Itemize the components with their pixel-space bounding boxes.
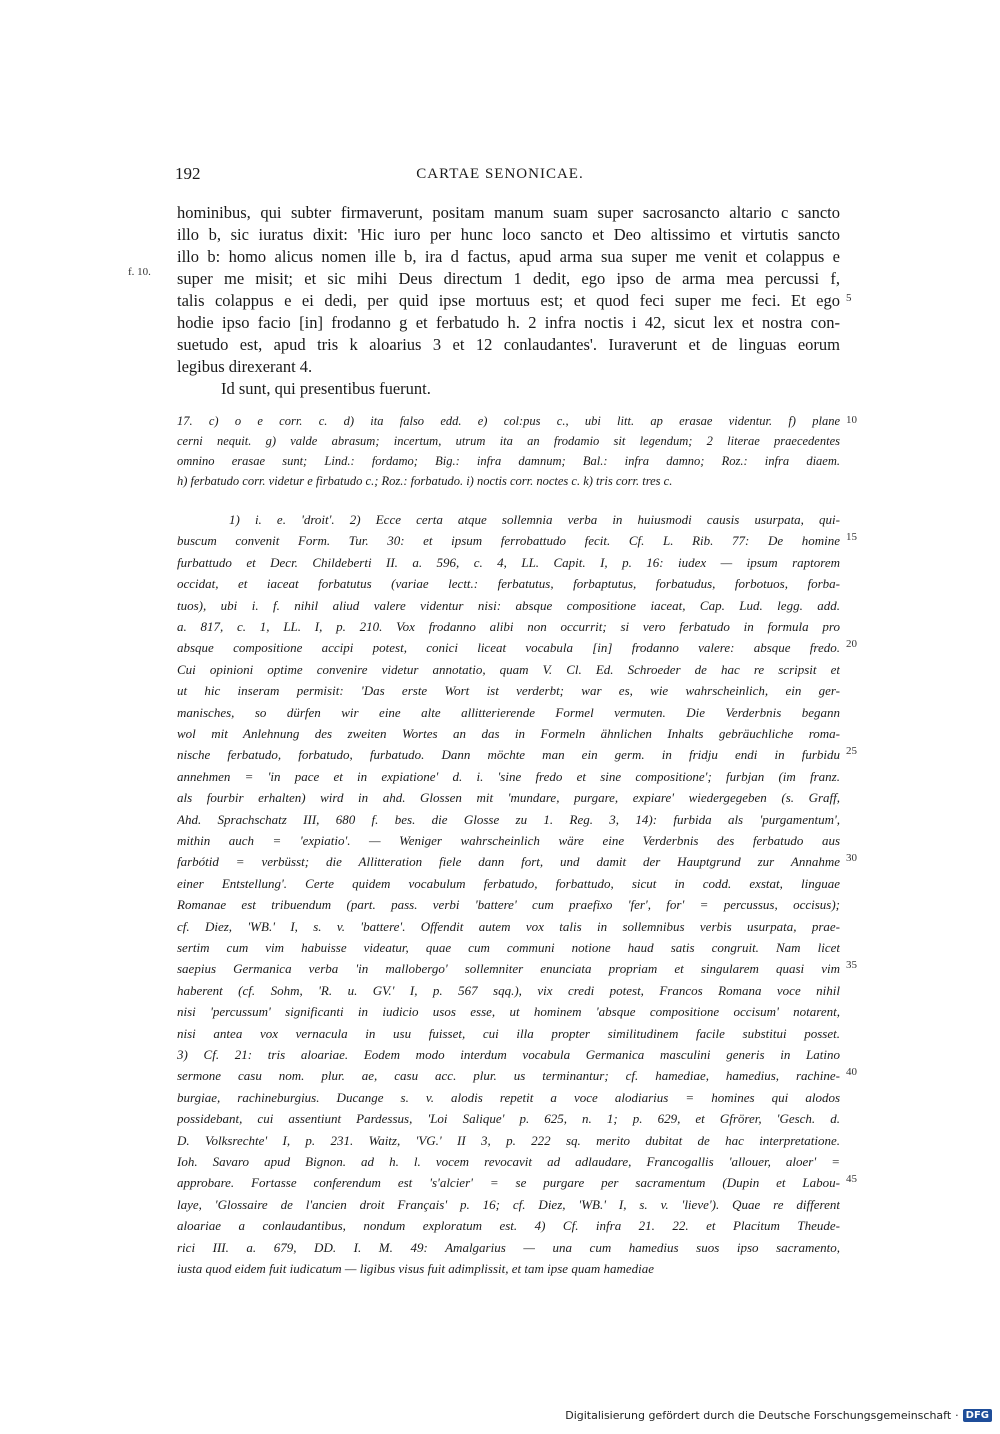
commentary-line: Ioh. Savaro apud Bignon. ad h. l. vocem revocavit ad adlaudare, Francogallis 'allouer, aloer' = <box>177 1154 840 1169</box>
commentary-line: 3) Cf. 21: tris aloariae. Eodem modo interdum vocabula Germanica masculini generis in Latino <box>177 1047 840 1062</box>
main-text-line: super me misit; et sic mihi Deus directum 1 dedit, ego ipso de arma mea percussi f, <box>177 269 840 288</box>
main-text-line: illo b: homo alicus nomen ille b, ira d factus, apud arma sua super me venit et colappus e <box>177 247 840 266</box>
commentary-line: manisches, so dürfen wir eine alte allitterierende Formel vermuten. Die Verderbnis begann <box>177 704 840 720</box>
commentary-line: occidat, et iaceat forbatutus (variae lectt.: ferbatutus, forbaptutus, forbatudus, forbotuos, forba- <box>177 576 840 592</box>
commentary-line: nische ferbatudo, forbatudo, furbatudo. Dann möchte man ein germ. in fridju endi in furbidu <box>177 747 840 763</box>
commentary-line: Ahd. Sprachschatz III, 680 f. bes. die Glosse zu 1. Reg. 3, 14): furbida als 'purgamentum', <box>177 811 840 827</box>
line-number: 45 <box>846 1173 857 1185</box>
line-number: 15 <box>846 531 857 543</box>
line-number: 20 <box>846 638 857 650</box>
commentary-line: als fourbir erhalten) wird in ahd. Glossen mit 'mundare, purgare, expiare' wiedergegeben (s. Graff, <box>177 790 840 806</box>
commentary-line: aloariae a conlaudantibus, nondum exploratum est. 4) Cf. infra 21. 22. et Placitum Theude- <box>177 1218 840 1234</box>
commentary-line: mithin auch = 'expiatio'. — Weniger wahrscheinlich wäre eine Verderbnis des ferbatudo aus <box>177 833 840 848</box>
commentary-line: iusta quod eidem fuit iudicatum — ligibus visus fuit adimplissit, et tam ipse quam hamediae <box>177 1261 655 1276</box>
banner-text: Digitalisierung gefördert durch die Deutsche Forschungsgemeinschaft <box>565 1409 952 1422</box>
commentary-line: a. 817, c. 1, LL. I, p. 210. Vox frodanno alibi non occurrit; si vero ferbatudo in formula pro <box>177 619 840 634</box>
commentary-line: wol mit Anlehnung des zweiten Wortes an das in Formeln ähnlichen Inhalts gebräuchliche roma- <box>177 726 840 741</box>
commentary-line: annehmen = 'in pace et in expiatione' d. i. 'sine fredo et sine compositione'; furbjan (im franz. <box>177 768 840 784</box>
main-text-line: hominibus, qui subter firmaverunt, positam manum suam super sacrosancto altario c sancto <box>177 203 840 222</box>
separator-dot: · <box>955 1409 959 1422</box>
commentary-line: ut hic inseram permisit: 'Das erste Wort ist verderbt; war es, wie wahrscheinlich, ein ger- <box>177 683 840 699</box>
line-number: 25 <box>846 745 857 757</box>
commentary-line: tuos), ubi i. f. nihil aliud valere videntur nisi: absque compositione iaceat, Cap. Lud. legg. add. <box>177 597 840 613</box>
commentary-line: sermone casu nom. plur. ae, casu acc. plur. us terminantur; cf. hamediae, hamedius, rachine- <box>177 1068 840 1084</box>
main-text-line: talis colappus e ei dedi, per quid ipse mortuus est; et quod feci super me feci. Et ego <box>177 291 840 310</box>
line-number: 30 <box>846 852 857 864</box>
running-title: CARTAE SENONICAE. <box>416 166 584 182</box>
main-text-line: Id sunt, qui presentibus fuerunt. <box>221 379 431 398</box>
commentary-line: furbattudo et Decr. Childeberti II. a. 596, c. 4, LL. Capit. I, p. 16: iudex — ipsum raptorem <box>177 554 840 570</box>
dfg-logo-icon: DFG <box>963 1409 992 1422</box>
digitization-banner <box>565 1409 992 1422</box>
page-number: 192 <box>175 164 201 183</box>
critical-note-line: omnino erasae sunt; Lind.: fordamo; Big.: infra damnum; Bal.: infra damno; Roz.: infra diaem. <box>177 454 840 468</box>
main-text-line: hodie ipso facio [in] frodanno g et ferbatudo h. 2 infra noctis i 42, sicut lex et nostra con- <box>177 313 840 332</box>
commentary-line: saepius Germanica verba 'in mallobergo' sollemniter enunciata propriam et singularem quasi vim <box>177 961 840 977</box>
line-number: 35 <box>846 959 857 971</box>
commentary-line: Romanae est tribuendum (part. pass. verbi 'battere' cum praefixo 'fer', for' = percussus, occisus); <box>177 897 840 913</box>
commentary-line: sertim cum vim habuisse videatur, quae cum communi notione haud satis congruit. Nam licet <box>177 940 840 955</box>
commentary-line: einer Entstellung'. Certe quidem vocabulum ferbatudo, forbattudo, sicut in codd. exstat, linguae <box>177 875 840 891</box>
folio-marker: f. 10. <box>128 266 151 278</box>
commentary-line: haberent (cf. Sohm, 'R. u. GV.' I, p. 567 sqq.), vix credi potest, Francos Romana voce nihil <box>177 982 840 998</box>
commentary-line: buscum convenit Form. Tur. 30: et ipsum ferrobattudo fecit. Cf. L. Rib. 77: De homine <box>177 533 840 549</box>
main-text-line: legibus direxerant 4. <box>177 357 313 376</box>
commentary-line: approbare. Fortasse conferendum est 's'alcier' = se purgare per sacramentum (Dupin et Labou- <box>177 1175 840 1191</box>
critical-note-line: cerni nequit. g) valde abrasum; incertum, utrum ita an frodamio sit legendum; 2 literae praecedentes <box>177 434 840 448</box>
commentary-line: burgiae, rachineburgius. Ducange s. v. alodis repetit a voce alodiarius = homines qui alodos <box>177 1089 840 1105</box>
commentary-line: 1) i. e. 'droit'. 2) Ecce certa atque sollemnia verba in huiusmodi causis usurpata, qui- <box>229 512 840 527</box>
commentary-line: possidebant, cui assentiunt Pardessus, 'Loi Salique' p. 625, n. 1; p. 629, et Gfrörer, 'Gesch. d. <box>177 1111 840 1127</box>
commentary-line: absque compositione accipi potest, conici liceat vocabula [in] frodanno valere: absque fredo. <box>177 640 840 656</box>
critical-note-line: 17. c) o e corr. c. d) ita falso edd. e) col:pus c., ubi litt. ap erasae videntur. f) plane <box>177 414 840 428</box>
line-number: 10 <box>846 414 857 426</box>
commentary-line: laye, 'Glossaire de l'ancien droit Français' p. 16; cf. Diez, 'WB.' I, s. v. 'lieve'). Quae re different <box>177 1196 840 1212</box>
commentary-line: D. Volksrechte' I, p. 231. Waitz, 'VG.' II 3, p. 222 sq. merito dubitat de hac interpretatione. <box>177 1132 840 1148</box>
commentary-line: cf. Diez, 'WB.' I, s. v. 'battere'. Offendit autem vox talis in sollemnibus verbis usurpata, prae- <box>177 918 840 934</box>
line-number: 5 <box>846 292 852 304</box>
main-text-line: suetudo est, apud tris k aloarius 3 et 12 conlaudantes'. Iuraverunt et de linguas eorum <box>177 335 840 354</box>
commentary-line: farbótid = verbüsst; die Allitteration fiele dann fort, und damit der Hauptgrund zur Annahme <box>177 854 840 870</box>
commentary-line: rici III. a. 679, DD. I. M. 49: Amalgarius — una cum hamedius suos ipso sacramento, <box>177 1239 840 1255</box>
commentary-line: Cui opinioni optime convenire videtur annotatio, quam V. Cl. Ed. Schroeder de hac re scripsit et <box>177 661 840 677</box>
commentary-line: nisi antea vox vernacula in usu fuisset, cui illa propter similitudinem facile substitui posset. <box>177 1025 840 1041</box>
commentary-line: nisi 'percussum' significanti in iudicio usos esse, ut hominem 'absque compositione occisum' notarent, <box>177 1004 840 1020</box>
critical-note-line: h) ferbatudo corr. videtur e firbatudo c.; Roz.: forbatudo. i) noctis corr. noctes c. k) tris corr. tres c. <box>177 474 673 488</box>
main-text-line: illo b, sic iuratus dixit: 'Hic iuro per hunc loco sancto et Deo altissimo et virtutis sancto <box>177 225 840 244</box>
line-number: 40 <box>846 1066 857 1078</box>
